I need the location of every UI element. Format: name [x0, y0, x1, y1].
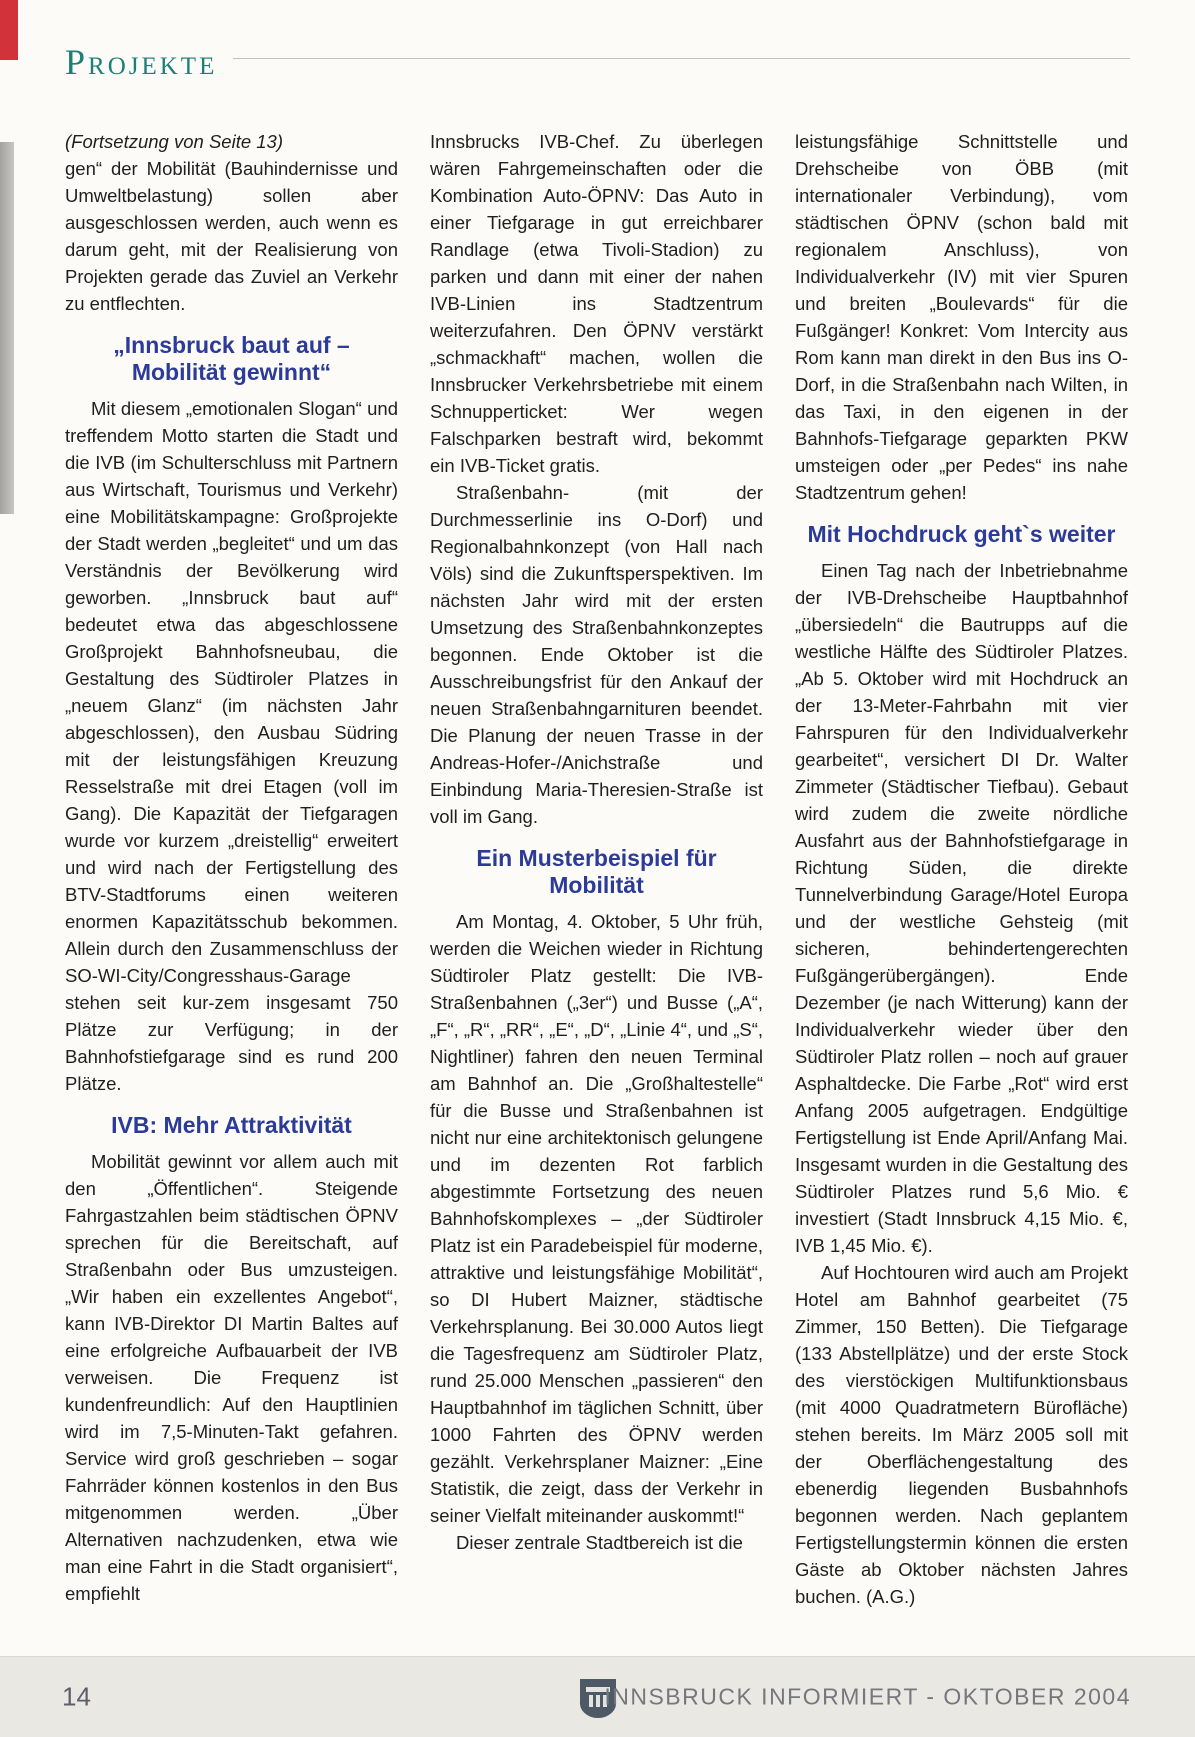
column-3: [795, 128, 1128, 1610]
column-heading-ivb-attraktivitaet: IVB: Mehr Attraktivität: [111, 1112, 352, 1138]
article-columns: [65, 128, 1130, 1610]
page-edge-red-strip: [0, 0, 18, 60]
column-heading-innsbruck-baut-auf: „Innsbruck baut auf – Mobilität gewinnt“: [113, 332, 350, 385]
paragraph: Straßenbahn- (mit der Durchmesserlinie ins O-Dorf) und Regionalbahnkonzept (von Hall nach Völs) sind die Zukunftsperspektiven. Im nächsten Jahr wird mit der ersten Umsetzung des Straßenbahnkonzeptes begonnen. Ende Oktober ist die Ausschreibungsfrist für den Ankauf der neuen Straßenbahngarnituren beendet. Die Planung der neuen Trasse in der Andreas-Hofer-/Anichstraße und Einbindung Maria-Theresien-Straße ist voll im Gang.: [430, 482, 763, 827]
paragraph: gen“ der Mobilität (Bauhindernisse und Umweltbelastung) sollen aber ausgeschlossen werden, auch wenn es darum geht, mit der Realisierung von Projekten gerade das Zuviel an Verkehr zu entflechten.: [65, 158, 398, 314]
header-rule: [233, 58, 1130, 59]
paragraph: Innsbrucks IVB-Chef. Zu überlegen wären Fahrgemeinschaften oder die Kombination Auto-ÖPNV: Das Auto in einer Tiefgarage in gut erreichbarer Randlage (etwa Tivoli-Stadion) zu parken und dann mit einer der nahen IVB-Linien ins Stadtzentrum weiterzufahren. Den ÖPNV verstärkt „schmackhaft“ machen, wollen die Innsbrucker Verkehrsbetriebe mit einem Schnupperticket: Wer wegen Falschparken bestraft wird, bekommt ein IVB-Ticket gratis.: [430, 131, 763, 476]
column-2: [430, 128, 763, 1610]
column-heading-hochdruck: Mit Hochdruck geht`s weiter: [807, 521, 1116, 547]
paragraph: Auf Hochtouren wird auch am Projekt Hotel am Bahnhof gearbeitet (75 Zimmer, 150 Betten). Die Tiefgarage (133 Abstellplätze) und der erste Stock des vierstöckigen Multifunktionsbaus (mit 4000 Quadratmetern Bürofläche) stehen bereits. Im März 2005 soll mit der Oberflächengestaltung des ebenerdig liegenden Busbahnhofs begonnen werden. Nach geplantem Fertigstellungstermin können die ersten Gäste ab Oktober nächsten Jahres buchen. (A.G.): [795, 1262, 1128, 1607]
page-edge-gray-strip: [0, 142, 14, 514]
section-title: Projekte: [65, 42, 218, 82]
paragraph: leistungsfähige Schnittstelle und Drehscheibe von ÖBB (mit internationaler Verbindung), vom städtischen ÖPNV (schon bald mit regionalem Anschluss), von Individualverkehr (IV) mit vier Spuren und breiten „Boulevards“ für die Fußgänger! Konkret: Vom Intercity aus Rom kann man direkt in den Bus ins O-Dorf, in die Straßenbahn nach Wilten, in das Taxi, in den eigenen in der Bahnhofs-Tiefgarage geparkten PKW umsteigen oder „per Pedes“ ins nahe Stadtzentrum gehen!: [795, 131, 1128, 503]
column-heading-musterbeispiel: Ein Musterbeispiel für Mobilität: [476, 845, 717, 898]
paragraph: Am Montag, 4. Oktober, 5 Uhr früh, werden die Weichen wieder in Richtung Südtiroler Platz gestellt: Die IVB-Straßenbahnen („3er“) und Busse („A“, „F“, „R“, „RR“, „E“, „D“, „Linie 4“, und „S“, Nightliner) fahren den neuen Terminal am Bahnhof an. Die „Großhaltestelle“ für die Busse und Straßenbahnen ist nicht nur eine architektonisch gelungene und im dezenten Rot farblich abgestimmte Fortsetzung des neuen Bahnhofskomplexes – „der Südtiroler Platz ist ein Paradebeispiel für moderne, attraktive und leistungsfähige Mobilität“, so DI Hubert Maizner, städtische Verkehrsplanung. Bei 30.000 Autos liegt die Tagesfrequenz am Südtiroler Platz, rund 25.000 Menschen „passieren“ den Hauptbahnhof im täglichen Schnitt, über 1000 Fahrten des ÖPNV werden gezählt. Verkehrsplaner Maizner: „Eine Statistik, die zeigt, dass der Verkehr in seiner Vielfalt miteinander auskommt!“: [430, 911, 764, 1526]
paragraph: Dieser zentrale Stadtbereich ist die: [456, 1532, 743, 1553]
page-number: 14: [62, 1681, 91, 1712]
section-header: [65, 42, 1130, 82]
page-footer: [0, 1656, 1195, 1737]
column-1: [65, 128, 398, 1610]
continuation-note: (Fortsetzung von Seite 13): [65, 131, 283, 152]
paragraph: Mit diesem „emotionalen Slogan“ und treffendem Motto starten die Stadt und die IVB (im Schulterschluss mit Partnern aus Wirtschaft, Tourismus und Verkehr) eine Mobilitätskampagne: Großprojekte der Stadt werden „begleitet“ und um das Verständnis der Bevölkerung wird geworben. „Innsbruck baut auf“ bedeutet etwa das abgeschlossene Großprojekt Bahnhofsneubau, die Gestaltung des Südtiroler Platzes in „neuem Glanz“ (im nächsten Jahr abgeschlossen), den Ausbau Südring mit der leistungsfähigen Kreuzung Resselstraße mit drei Etagen (voll im Gang). Die Kapazität der Tiefgaragen wurde vor kurzem „dreistellig“ erweitert und wird nach der Fertigstellung des BTV-Stadtforums einen weiteren enormen Kapazitätsschub bekommen. Allein durch den Zusammenschluss der SO-WI-City/Congresshaus-Garage stehen seit kur-zem insgesamt 750 Plätze zur Verfügung; in der Bahnhofstiefgarage sind es rund 200 Plätze.: [65, 398, 398, 1094]
paragraph: Einen Tag nach der Inbetriebnahme der IVB-Drehscheibe Hauptbahnhof „übersiedeln“ die Bautrupps auf die westliche Hälfte des Südtiroler Platzes. „Ab 5. Oktober wird mit Hochdruck an der 13-Meter-Fahrbahn mit vier Fahrspuren für den Individualverkehr gearbeitet“, versichert DI Dr. Walter Zimmeter (Städtischer Tiefbau). Gebaut wird zudem die zweite nördliche Ausfahrt aus der Bahnhofstiefgarage in Richtung Süden, die direkte Tunnelverbindung Garage/Hotel Europa und der westliche Gehsteig (mit sicheren, behindertengerechten Fußgängerübergängen). Ende Dezember (je nach Witterung) kann der Individualverkehr wieder über den Südtiroler Platz rollen – noch auf grauer Asphaltdecke. Die Farbe „Rot“ wird erst Anfang 2005 aufgetragen. Endgültige Fertigstellung ist Ende April/Anfang Mai. Insgesamt wurden in die Gestaltung des Südtiroler Platzes rund 5,6 Mio. € investiert (Stadt Innsbruck 4,15 Mio. €, IVB 1,45 Mio. €).: [795, 560, 1128, 1256]
journal-title: INNSBRUCK INFORMIERT - OKTOBER 2004: [604, 1683, 1131, 1710]
paragraph: Mobilität gewinnt vor allem auch mit den „Öffentlichen“. Steigende Fahrgastzahlen beim städtischen ÖPNV sprechen für die Bereitschaft, auf Straßenbahn oder Bus umzusteigen. „Wir haben ein exzellentes Angebot“, kann IVB-Direktor DI Martin Baltes auf eine erfolgreiche Aufbauarbeit der IVB verweisen. Die Frequenz ist kundenfreundlich: Auf den Hauptlinien wird im 7,5-Minuten-Takt gefahren. Service wird groß geschrieben – sogar Fahrräder können kostenlos in den Bus mitgenommen werden. „Über Alternativen nachzudenken, etwa wie man eine Fahrt in die Stadt organisiert“, empfiehlt: [65, 1151, 398, 1604]
